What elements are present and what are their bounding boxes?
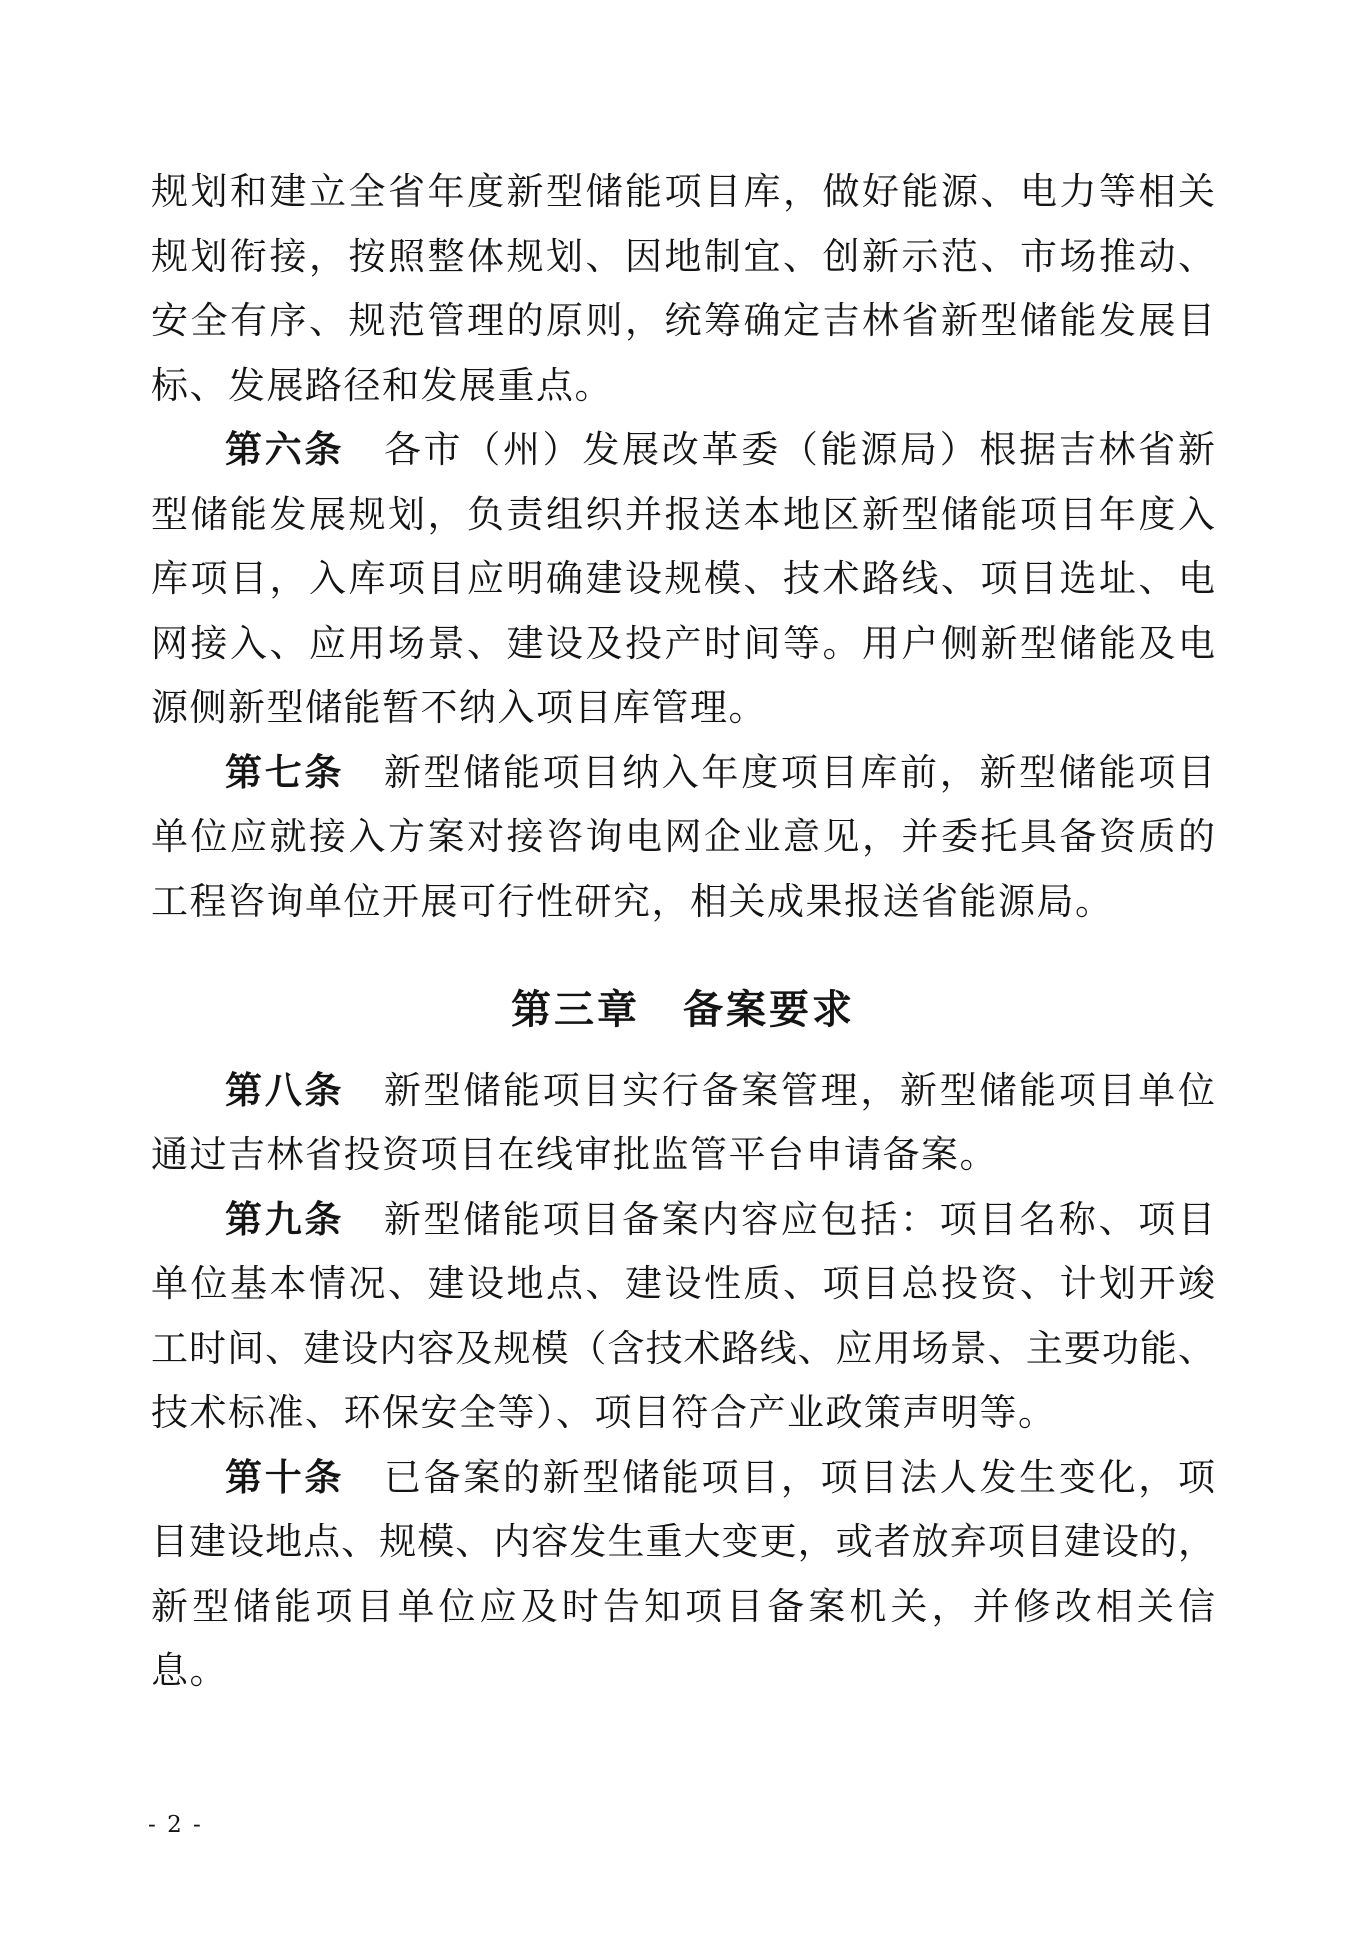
- text-line: 第九条 新型储能项目备案内容应包括：项目名称、项目: [225, 1197, 1215, 1241]
- text-line: 网接入、应用场景、建设及投产时间等。用户侧新型储能及电: [151, 621, 1215, 665]
- text-line: 第六条 各市（州）发展改革委（能源局）根据吉林省新: [225, 428, 1215, 471]
- page-number: - 2 -: [148, 1812, 203, 1838]
- text-line: 息。: [151, 1649, 228, 1692]
- text-line: 单位基本情况、建设地点、建设性质、项目总投资、计划开竣: [151, 1262, 1215, 1305]
- chapter-heading: 第三章 备案要求: [511, 988, 855, 1032]
- text-line: 单位应就接入方案对接咨询电网企业意见，并委托具备资质的: [151, 815, 1215, 858]
- text-line: 第八条 新型储能项目实行备案管理，新型储能项目单位: [225, 1068, 1215, 1112]
- document-body: [151, 160, 1215, 1704]
- text-line: 目建设地点、规模、内容发生重大变更，或者放弃项目建设的，: [151, 1520, 1215, 1563]
- article-number: 第十条: [225, 1456, 345, 1498]
- text-line: 工时间、建设内容及规模（含技术路线、应用场景、主要功能、: [151, 1326, 1215, 1370]
- text-line: 新型储能项目单位应及时告知项目备案机关，并修改相关信: [151, 1584, 1215, 1628]
- text-line: 工程咨询单位开展可行性研究，相关成果报送省能源局。: [151, 879, 1114, 923]
- text-line: 第七条 新型储能项目纳入年度项目库前，新型储能项目: [225, 750, 1215, 794]
- text-line: 规划衔接，按照整体规划、因地制宜、创新示范、市场推动、: [151, 234, 1215, 278]
- text-line: 安全有序、规范管理的原则，统筹确定吉林省新型储能发展目: [151, 299, 1215, 342]
- article-number: 第八条: [225, 1069, 345, 1111]
- text-line: 规划和建立全省年度新型储能项目库，做好能源、电力等相关: [151, 170, 1215, 213]
- text-line: 型储能发展规划，负责组织并报送本地区新型储能项目年度入: [151, 492, 1215, 536]
- text-line: 源侧新型储能暂不纳入项目库管理。: [151, 686, 767, 729]
- article-number: 第九条: [225, 1198, 345, 1240]
- text-line: 技术标准、环保安全等）、项目符合产业政策声明等。: [151, 1391, 1057, 1434]
- article-number: 第七条: [225, 751, 345, 793]
- text-line: 库项目，入库项目应明确建设规模、技术路线、项目选址、电: [151, 557, 1215, 600]
- text-line: 标、发展路径和发展重点。: [151, 363, 613, 407]
- article-number: 第六条: [225, 429, 345, 470]
- text-line: 通过吉林省投资项目在线审批监管平台申请备案。: [151, 1133, 998, 1176]
- text-line: 第十条 已备案的新型储能项目，项目法人发生变化，项: [225, 1455, 1215, 1499]
